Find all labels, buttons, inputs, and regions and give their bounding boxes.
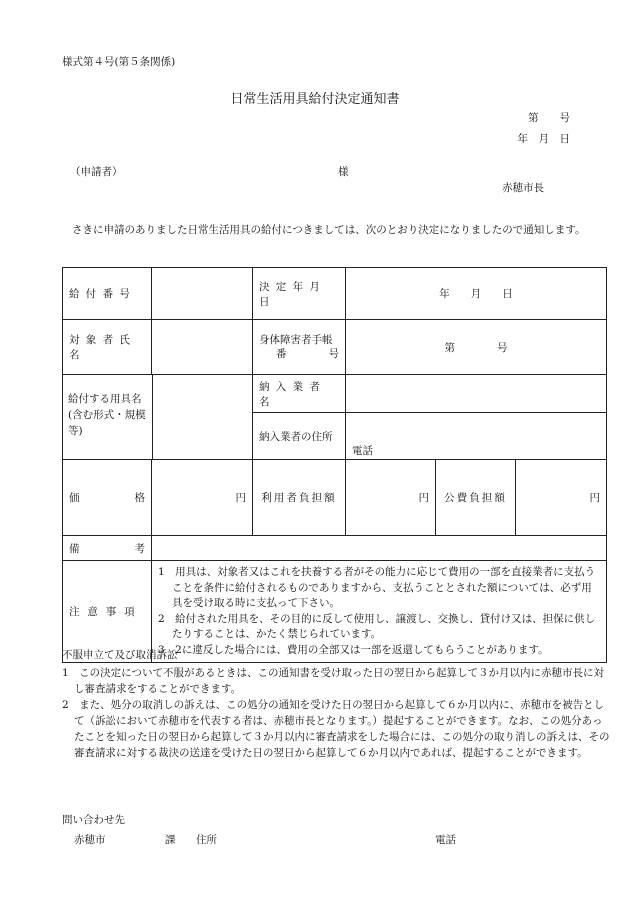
document-title: 日常生活用具給付決定通知書: [230, 92, 400, 107]
user-burden-label: 利用者負担額: [253, 460, 346, 536]
appeal-title: 不服申立て及び取消訴訟: [62, 649, 178, 661]
public-burden-field[interactable]: [516, 460, 607, 536]
note-item: 1 用具は、対象者又はこれを扶養する者がその能力に応じて費用の一部を直接業者に支払うことを条件に給付されるものでありますから、支払うこととされた額については、必ず用具を受け取る時に支払って下さい。: [158, 566, 596, 609]
issuer-name: 赤穂市長: [502, 182, 544, 194]
decision-date-field[interactable]: 年 月 日: [346, 268, 607, 320]
contact-department: 課: [165, 834, 176, 846]
intro-text: さきに申請のありました日常生活用具の給付につきましては、次のとおり決定になりましたので通知します。: [72, 224, 586, 236]
payment-no-field[interactable]: [152, 268, 253, 320]
contact-address: 住所: [196, 834, 217, 846]
public-burden-label: 公費負担額: [436, 460, 516, 536]
appeal-item-text: 1 この決定について不服があるときは、この通知書を受け取った日の翌日から起算して３か月以内に赤穂市長に対し審査請求をすることができます。: [62, 667, 604, 695]
yen-unit: 円: [589, 492, 601, 504]
note-item: 2 給付された用具を、その目的に反して使用し、譲渡し、交換し、貸付け又は、担保に供したりすることは、かたく禁じられています。: [158, 612, 596, 640]
price-label-2: 格: [134, 492, 145, 504]
appeal-item: [62, 665, 610, 697]
form-number: 様式第４号(第５条関係): [62, 56, 176, 68]
remarks-field[interactable]: [152, 536, 607, 561]
yen-unit: 円: [418, 492, 429, 504]
item-name-label: 給付する用具名(含む形式・規模等): [68, 393, 146, 437]
subject-name-label: 対象者氏名: [63, 320, 152, 375]
price-label: [63, 460, 152, 536]
applicant-label: （申請者）: [70, 166, 123, 178]
remarks-label-2: 考: [134, 542, 145, 555]
subject-name-field[interactable]: [152, 320, 253, 375]
contact-phone: 電話: [435, 834, 456, 846]
notes-label: 注意事項: [63, 561, 152, 663]
payment-no-label: 給付番号: [63, 268, 152, 320]
phone-label: 電話: [352, 445, 373, 457]
honorific: 様: [338, 166, 349, 178]
handbook-number-field[interactable]: 第 号: [346, 320, 607, 375]
price-field[interactable]: [152, 460, 253, 536]
handbook-label: [253, 320, 346, 375]
document-date: 年 月 日: [517, 133, 570, 145]
item-name-label-cell: [63, 375, 253, 460]
item-name-divider: [152, 374, 153, 460]
vendor-address-label: 納入業者の住所: [253, 413, 346, 460]
handbook-label-line1: 身体障害者手帳: [259, 334, 333, 346]
vendor-name-label: 納入業者名: [253, 375, 346, 413]
remarks-label-1: 備: [69, 542, 80, 555]
decision-table: [62, 267, 607, 663]
vendor-name-field[interactable]: [346, 375, 607, 413]
handbook-label-line2: 番 号: [276, 348, 339, 360]
appeal-item: [62, 697, 610, 761]
contact-title: 問い合わせ先: [62, 814, 125, 826]
document-number: 第 号: [528, 112, 570, 124]
notes-list: [152, 561, 607, 663]
note-item: 3 2に違反した場合には、費用の全部又は一部を返還してもらうことがあります。: [158, 643, 549, 656]
yen-unit: 円: [235, 492, 246, 504]
remarks-label: [63, 536, 152, 561]
appeal-item-text: 2 また、処分の取消しの訴えは、この処分の通知を受けた日の翌日から起算して６か月以内に、赤穂市を被告として（訴訟において赤穂市を代表する者は、赤穂市長となります。）提起することができます。なお、この処分あったことを知った日の翌日から起算して３か月以内に審査請求をした場合には、この処分の取り消しの訴えは、その審査請求に対する裁決の送達を受けた日の翌日から起算して６か月以内であれば、提起することができます。: [62, 699, 610, 759]
user-burden-field[interactable]: [346, 460, 436, 536]
price-label-1: 価: [69, 492, 80, 504]
contact-city: 赤穂市: [74, 834, 106, 846]
vendor-address-field[interactable]: [346, 413, 607, 460]
decision-date-label: 決定年月日: [253, 268, 346, 320]
